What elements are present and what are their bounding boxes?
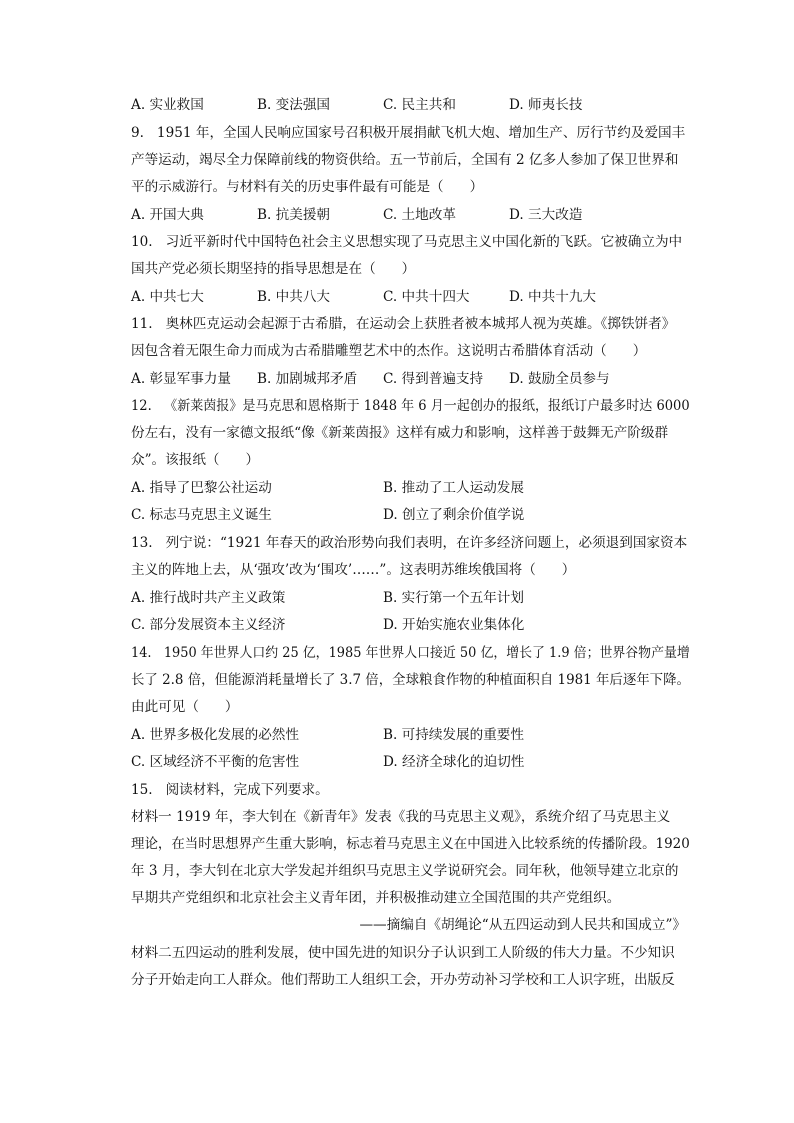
q11-stem-line-1: 11. 奥林匹克运动会起源于古希腊，在运动会上获胜者被本城邦人视为英雄。《掷铁饼者》: [131, 316, 676, 332]
q15-material1-line-1: 材料一 1919 年，李大钊在《新青年》发表《我的马克思主义观》，系统介绍了马克思主义: [131, 809, 671, 825]
q11-option-c: C. 得到普遍支持: [383, 371, 484, 387]
q10-stem-line-2: 国共产党必须长期坚持的指导思想是在（ ）: [131, 261, 416, 277]
q10-option-d: D. 中共十九大: [509, 289, 597, 305]
q15-material1-line-3: 年 3 月，李大钊在北京大学发起并组织马克思主义学说研究会。同年秋，他领导建立北京的: [131, 863, 679, 879]
q15-material1-line-4: 早期共产党组织和北京社会主义青年团，并积极推动建立全国范围的共产党组织。: [131, 890, 621, 906]
q12-option-c: C. 标志马克思主义诞生: [131, 507, 272, 523]
q8-option-c: C. 民主共和: [383, 97, 456, 113]
q10-option-a: A. 中共七大: [131, 289, 204, 305]
q11-option-a: A. 彰显军事力量: [131, 371, 232, 387]
q9-option-c: C. 土地改革: [383, 207, 456, 223]
q9-option-d: D. 三大改造: [509, 207, 583, 223]
q13-option-d: D. 开始实施农业集体化: [383, 617, 525, 633]
q14-option-c: C. 区域经济不平衡的危害性: [131, 754, 300, 770]
q14-option-a: A. 世界多极化发展的必然性: [131, 727, 299, 743]
q15-material1-line-2: 理论，在当时思想界产生重大影响，标志着马克思主义在中国进入比较系统的传播阶段。1920: [131, 836, 690, 852]
q9-stem-line-2: 产等运动，竭尽全力保障前线的物资供给。五一节前后，全国有 2 亿多人参加了保卫世界和: [131, 152, 679, 168]
q9-option-a: A. 开国大典: [131, 207, 204, 223]
q12-option-a: A. 指导了巴黎公社运动: [131, 480, 272, 496]
q14-option-d: D. 经济全球化的迫切性: [383, 754, 525, 770]
q11-option-b: B. 加剧城邦矛盾: [257, 371, 358, 387]
q13-stem-line-2: 主义的阵地上去，从‘强攻’改为‘围攻’……”。这表明苏维埃俄国将（ ）: [131, 562, 576, 578]
q8-option-a: A. 实业救国: [131, 97, 204, 113]
q14-stem-line-3: 由此可见（ ）: [131, 699, 239, 715]
q10-option-b: B. 中共八大: [257, 289, 331, 305]
q12-option-d: D. 创立了剩余价值学说: [383, 507, 525, 523]
q11-stem-line-2: 因包含着无限生命力而成为古希腊雕塑艺术中的杰作。这说明古希腊体育活动（ ）: [131, 343, 647, 359]
q12-stem-line-2: 份左右，没有一家德文报纸“像《新莱茵报》这样有威力和影响，这样善于鼓舞无产阶级群: [131, 425, 669, 441]
q15-material2-line-2: 分子开始走向工人群众。他们帮助工人组织工会，开办劳动补习学校和工人识字班，出版反: [131, 972, 675, 988]
q12-stem-line-3: 众”。该报纸（ ）: [131, 452, 260, 468]
q8-option-b: B. 变法强国: [257, 97, 331, 113]
q9-option-b: B. 抗美援朝: [257, 207, 331, 223]
q9-stem-line-1: 9. 1951 年，全国人民响应国家号召积极开展捐献飞机大炮、增加生产、厉行节约及爱国丰: [131, 125, 686, 141]
q8-option-d: D. 师夷长技: [509, 97, 583, 113]
q10-option-c: C. 中共十四大: [383, 289, 470, 305]
q12-stem-line-1: 12. 《新莱茵报》是马克思和恩格斯于 1848 年 6 月一起创办的报纸，报纸订户最多时达 6000: [131, 398, 690, 414]
q10-stem-line-1: 10. 习近平新时代中国特色社会主义思想实现了马克思主义中国化新的飞跃。它被确立为中: [131, 234, 683, 250]
q11-option-d: D. 鼓励全员参与: [509, 371, 610, 387]
q15-intro: 15. 阅读材料，完成下列要求。: [131, 782, 329, 798]
q14-stem-line-1: 14. 1950 年世界人口约 25 亿，1985 年世界人口接近 50 亿，增长了 1.9 倍；世界谷物产量增: [131, 645, 690, 661]
q15-source1: ——摘编自《胡绳论“从五四运动到人民共和国成立”》: [359, 917, 686, 933]
q13-option-c: C. 部分发展资本主义经济: [131, 617, 286, 633]
q14-option-b: B. 可持续发展的重要性: [383, 727, 524, 743]
q15-material2-line-1: 材料二五四运动的胜利发展，使中国先进的知识分子认识到工人阶级的伟大力量。不少知识: [131, 945, 675, 961]
q12-option-b: B. 推动了工人运动发展: [383, 480, 524, 496]
q13-option-a: A. 推行战时共产主义政策: [131, 590, 286, 606]
q9-stem-line-3: 平的示威游行。与材料有关的历史事件最有可能是（ ）: [131, 179, 484, 195]
q14-stem-line-2: 长了 2.8 倍，但能源消耗量增长了 3.7 倍，全球粮食作物的种植面积自 1981 年后逐年下降。: [131, 672, 690, 688]
q13-stem-line-1: 13. 列宁说：“1921 年春天的政治形势向我们表明，在许多经济问题上，必须退到国家资本: [131, 535, 688, 551]
q13-option-b: B. 实行第一个五年计划: [383, 590, 524, 606]
